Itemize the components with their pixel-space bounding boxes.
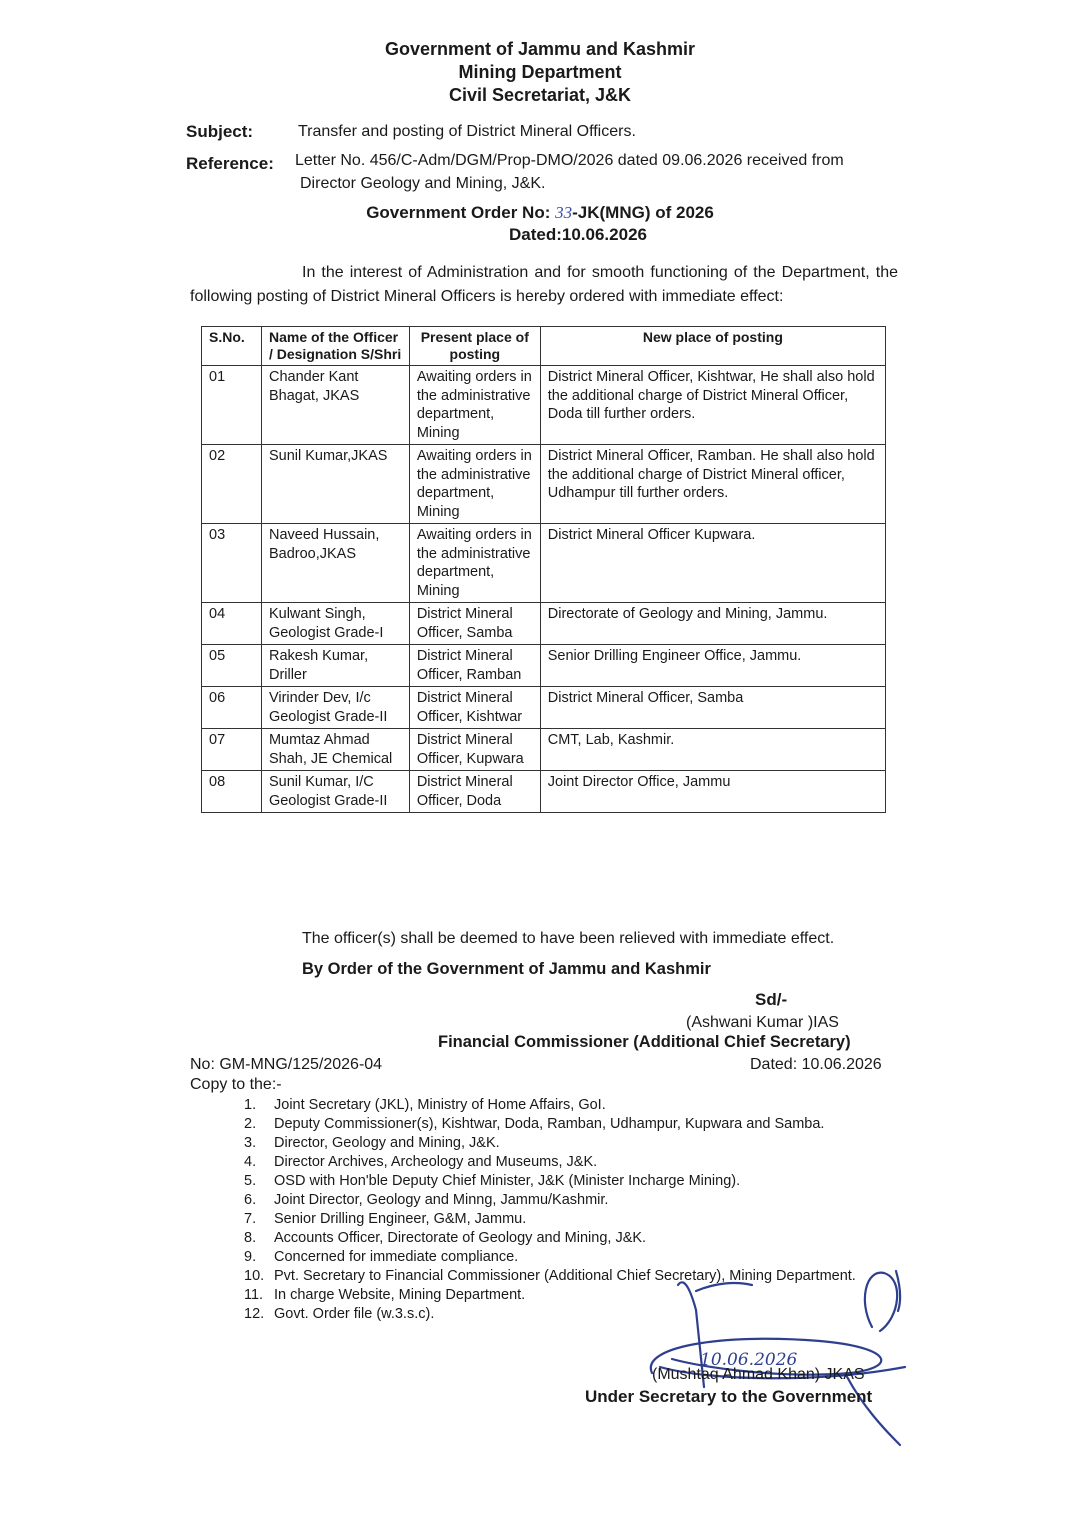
cell-present-posting: District Mineral Officer, Doda bbox=[409, 771, 540, 813]
cell-new-posting: District Mineral Officer Kupwara. bbox=[540, 524, 885, 603]
copy-item-number: 9. bbox=[244, 1249, 257, 1265]
copy-item-text: Concerned for immediate compliance. bbox=[274, 1249, 519, 1265]
cell-present-posting: Awaiting orders in the administrative department, Mining bbox=[409, 366, 540, 445]
handwritten-signature bbox=[600, 1255, 930, 1455]
copy-item-text: Joint Secretary (JKL), Ministry of Home Affairs, GoI. bbox=[274, 1097, 606, 1113]
signature-date: 10.06.2026 bbox=[700, 1350, 798, 1370]
order-number-handwritten: 33 bbox=[555, 203, 573, 222]
cell-officer-name: Sunil Kumar,JKAS bbox=[261, 445, 409, 524]
letterhead-department: Mining Department bbox=[458, 62, 622, 82]
cell-present-posting: District Mineral Officer, Kishtwar bbox=[409, 687, 540, 729]
copy-item-number: 12. bbox=[244, 1306, 265, 1322]
copy-item-number: 11. bbox=[244, 1287, 264, 1303]
copy-item-number: 5. bbox=[244, 1173, 257, 1189]
copy-item-text: Senior Drilling Engineer, G&M, Jammu. bbox=[274, 1211, 527, 1227]
cell-officer-name: Chander Kant Bhagat, JKAS bbox=[261, 366, 409, 445]
copy-item-number: 2. bbox=[244, 1116, 257, 1132]
copy-item-number: 8. bbox=[244, 1230, 257, 1246]
sd-mark: Sd/- bbox=[755, 990, 788, 1009]
endorsement-date: Dated: 10.06.2026 bbox=[750, 1056, 882, 1073]
cell-sno: 06 bbox=[202, 687, 262, 729]
copy-item-text: Director, Geology and Mining, J&K. bbox=[274, 1135, 500, 1151]
cell-sno: 05 bbox=[202, 645, 262, 687]
signatory2-name: (Mushtaq Ahmad Khan) JKAS bbox=[652, 1366, 865, 1383]
cell-sno: 07 bbox=[202, 729, 262, 771]
order-number bbox=[0, 202, 1080, 224]
cell-new-posting: Directorate of Geology and Mining, Jammu. bbox=[540, 603, 885, 645]
cell-present-posting: District Mineral Officer, Samba bbox=[409, 603, 540, 645]
copy-item-text: In charge Website, Mining Department. bbox=[274, 1287, 526, 1303]
copy-item bbox=[244, 1134, 900, 1153]
subject-text: Transfer and posting of District Mineral Officers. bbox=[298, 123, 636, 140]
subject-label: Subject: bbox=[186, 122, 254, 141]
cell-sno: 02 bbox=[202, 445, 262, 524]
reference-label: Reference: bbox=[186, 154, 274, 173]
table-header-row bbox=[202, 327, 886, 366]
table-row bbox=[202, 524, 886, 603]
table-row bbox=[202, 729, 886, 771]
copy-item-number: 4. bbox=[244, 1154, 257, 1170]
table-row bbox=[202, 771, 886, 813]
cell-present-posting: Awaiting orders in the administrative department, Mining bbox=[409, 445, 540, 524]
signatory1-designation: Financial Commissioner (Additional Chief Secretary) bbox=[438, 1033, 851, 1051]
copy-item-number: 1. bbox=[244, 1097, 257, 1113]
copy-item-text: OSD with Hon'ble Deputy Chief Minister, J&K (Minister Incharge Mining). bbox=[274, 1173, 741, 1189]
header-present: Present place of posting bbox=[409, 327, 540, 366]
table-row bbox=[202, 687, 886, 729]
order-number-suffix: -JK(MNG) of 2026 bbox=[572, 203, 714, 222]
order-date: Dated:10.06.2026 bbox=[509, 225, 647, 244]
copy-item-text: Deputy Commissioner(s), Kishtwar, Doda, Ramban, Udhampur, Kupwara and Samba. bbox=[274, 1116, 825, 1132]
copy-item-number: 3. bbox=[244, 1135, 257, 1151]
cell-officer-name: Virinder Dev, I/c Geologist Grade-II bbox=[261, 687, 409, 729]
cell-new-posting: District Mineral Officer, Ramban. He shall also hold the additional charge of District Mineral officer, Udhampur till further orders. bbox=[540, 445, 885, 524]
copy-item bbox=[244, 1191, 900, 1210]
cell-officer-name: Kulwant Singh, Geologist Grade-I bbox=[261, 603, 409, 645]
relieved-note: The officer(s) shall be deemed to have been relieved with immediate effect. bbox=[302, 930, 835, 947]
cell-present-posting: District Mineral Officer, Ramban bbox=[409, 645, 540, 687]
cell-officer-name: Sunil Kumar, I/C Geologist Grade-II bbox=[261, 771, 409, 813]
cell-officer-name: Rakesh Kumar, Driller bbox=[261, 645, 409, 687]
order-number-prefix: Government Order No: bbox=[366, 203, 551, 222]
copy-item bbox=[244, 1096, 900, 1115]
table-row bbox=[202, 445, 886, 524]
copy-item-text: Pvt. Secretary to Financial Commissioner (Additional Chief Secretary), Mining Department. bbox=[274, 1268, 856, 1284]
header-sno: S.No. bbox=[202, 327, 262, 366]
endorsement-number: No: GM-MNG/125/2026-04 bbox=[190, 1056, 383, 1073]
cell-new-posting: District Mineral Officer, Kishtwar, He shall also hold the additional charge of District Mineral Officer, Doda till further orders. bbox=[540, 366, 885, 445]
copy-item-text: Govt. Order file (w.3.s.c). bbox=[274, 1306, 435, 1322]
intro-text: In the interest of Administration and for smooth functioning of the Department, the following posting of District Mineral Officers is hereby ordered with immediate effect: bbox=[190, 264, 898, 305]
copy-item bbox=[244, 1115, 900, 1134]
copy-item-number: 10. bbox=[244, 1268, 265, 1284]
copy-item bbox=[244, 1153, 900, 1172]
cell-officer-name: Naveed Hussain, Badroo,JKAS bbox=[261, 524, 409, 603]
letterhead-government: Government of Jammu and Kashmir bbox=[384, 39, 696, 59]
copy-item-text: Director Archives, Archeology and Museums, J&K. bbox=[274, 1154, 598, 1170]
copy-to-label: Copy to the:- bbox=[190, 1076, 282, 1093]
cell-sno: 04 bbox=[202, 603, 262, 645]
letterhead-office: Civil Secretariat, J&K bbox=[448, 85, 632, 105]
reference-line1: Letter No. 456/C-Adm/DGM/Prop-DMO/2026 dated 09.06.2026 received from bbox=[295, 152, 844, 169]
cell-sno: 03 bbox=[202, 524, 262, 603]
cell-new-posting: Senior Drilling Engineer Office, Jammu. bbox=[540, 645, 885, 687]
cell-present-posting: District Mineral Officer, Kupwara bbox=[409, 729, 540, 771]
copy-item-number: 6. bbox=[244, 1192, 257, 1208]
cell-new-posting: District Mineral Officer, Samba bbox=[540, 687, 885, 729]
copy-item-number: 7. bbox=[244, 1211, 257, 1227]
table-row bbox=[202, 366, 886, 445]
reference-line2: Director Geology and Mining, J&K. bbox=[300, 175, 546, 192]
copy-item bbox=[244, 1172, 900, 1191]
cell-new-posting: CMT, Lab, Kashmir. bbox=[540, 729, 885, 771]
signatory2-designation: Under Secretary to the Government bbox=[585, 1387, 873, 1406]
intro-paragraph bbox=[190, 261, 898, 309]
table-row bbox=[202, 645, 886, 687]
header-new: New place of posting bbox=[540, 327, 885, 366]
copy-item bbox=[244, 1210, 900, 1229]
cell-sno: 08 bbox=[202, 771, 262, 813]
header-name: Name of the Officer / Designation S/Shri bbox=[261, 327, 409, 366]
letterhead bbox=[0, 38, 1080, 107]
posting-table bbox=[201, 326, 886, 813]
cell-sno: 01 bbox=[202, 366, 262, 445]
copy-item-text: Joint Director, Geology and Minng, Jammu/Kashmir. bbox=[274, 1192, 609, 1208]
cell-new-posting: Joint Director Office, Jammu bbox=[540, 771, 885, 813]
copy-item bbox=[244, 1229, 900, 1248]
table-row bbox=[202, 603, 886, 645]
cell-officer-name: Mumtaz Ahmad Shah, JE Chemical bbox=[261, 729, 409, 771]
copy-item-text: Accounts Officer, Directorate of Geology and Mining, J&K. bbox=[274, 1230, 647, 1246]
cell-present-posting: Awaiting orders in the administrative department, Mining bbox=[409, 524, 540, 603]
by-order-line: By Order of the Government of Jammu and Kashmir bbox=[302, 960, 711, 978]
signatory1-name: (Ashwani Kumar )IAS bbox=[686, 1014, 839, 1031]
